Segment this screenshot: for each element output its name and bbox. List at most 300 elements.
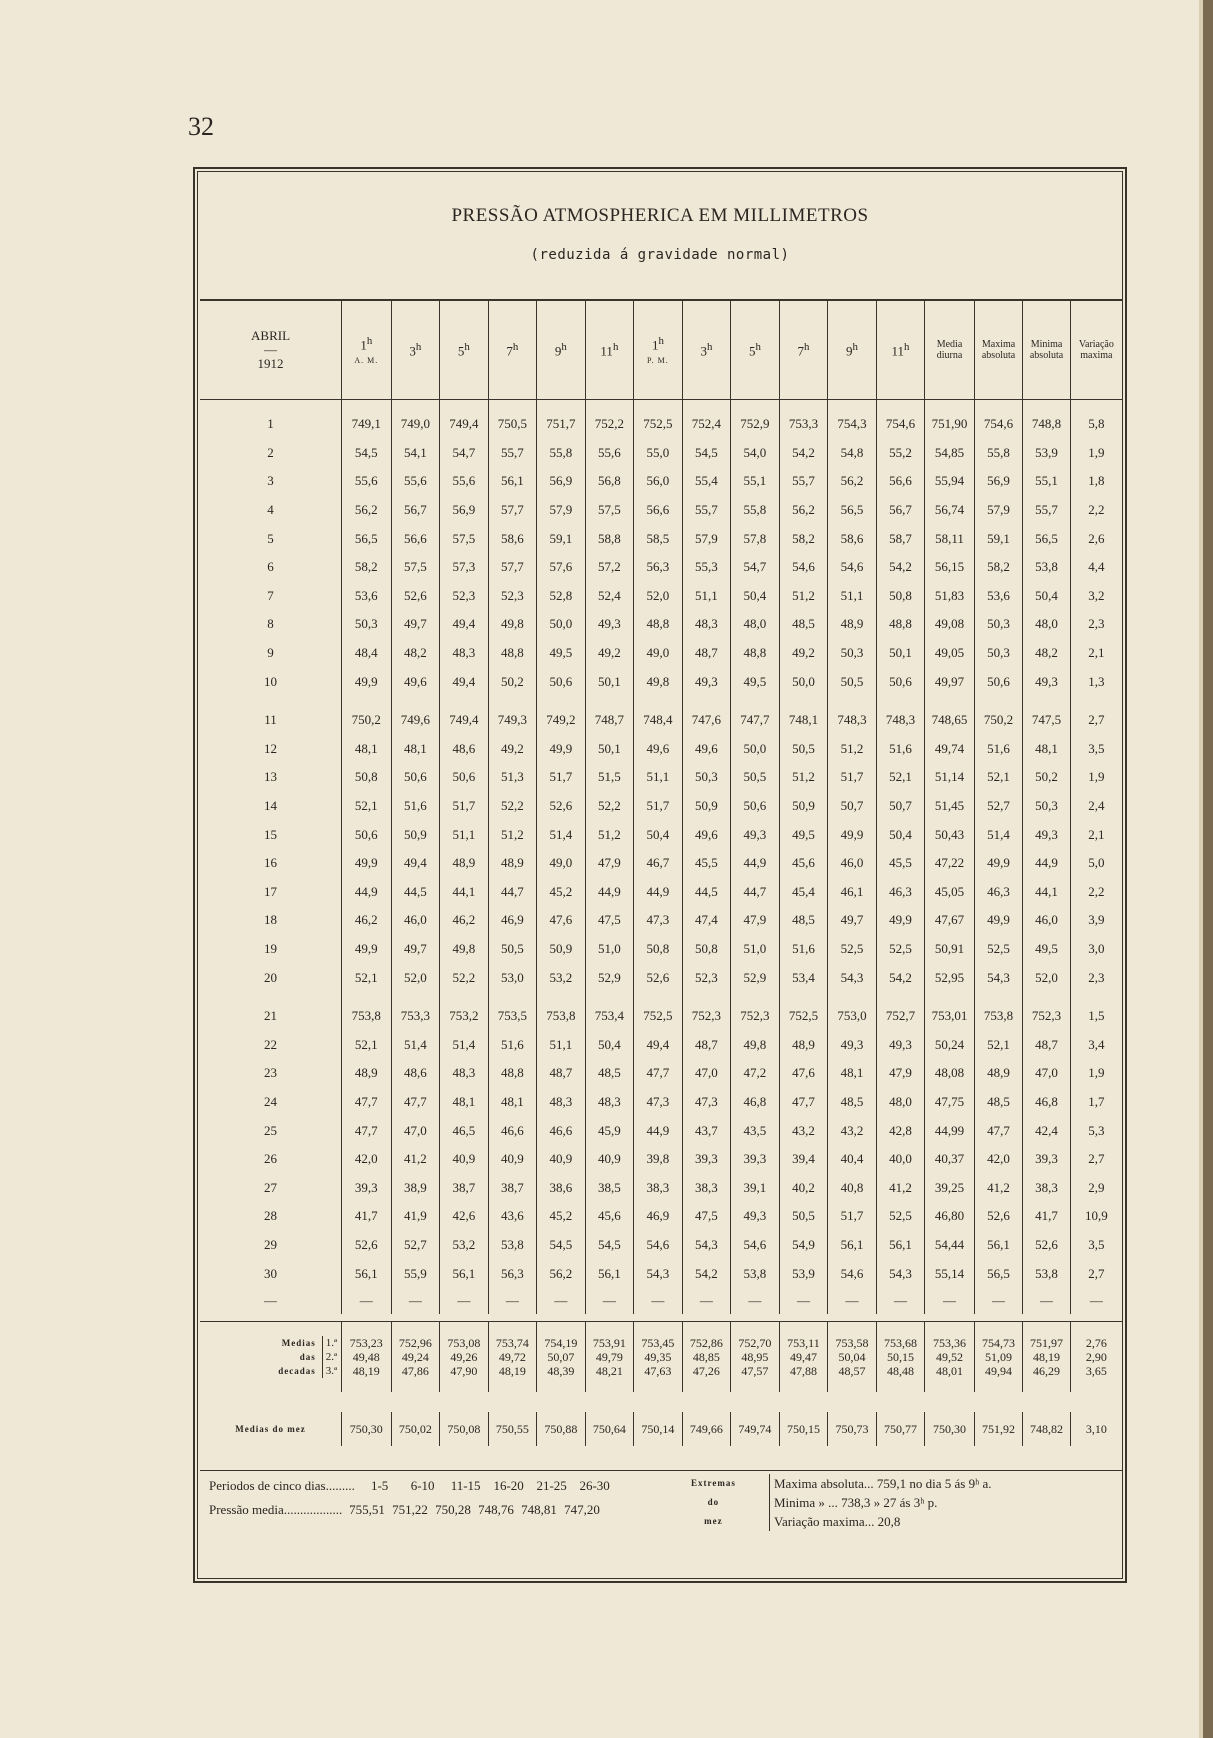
value-cell: 55,8 [974,439,1023,468]
value-cell: 38,5 [585,1173,634,1202]
value-cell: 48,8 [634,610,683,639]
table-row [200,735,1122,764]
month-means-row [200,1412,1122,1446]
value-cell: 48,2 [1023,639,1071,668]
value-cell: 54,6 [634,1231,683,1260]
value-cell: 52,0 [634,582,683,611]
day-cell: 10 [264,673,278,689]
value-cell: 49,8 [731,1030,780,1059]
table-row [200,849,1122,878]
decade-mean-value: 752,70 [738,1336,772,1350]
value-cell: 55,8 [731,496,780,525]
decade-means-cell [585,1322,634,1392]
decade-mean-value: 50,07 [547,1350,575,1364]
extremes-label [691,1474,736,1531]
value-cell: 51,2 [779,582,828,611]
value-cell: 48,7 [537,1059,586,1088]
decade-mean-value: 753,23 [349,1336,383,1350]
value-cell: 3,0 [1070,935,1122,964]
value-cell: 56,1 [876,1231,925,1260]
value-cell: 49,5 [1023,935,1071,964]
value-cell: 46,6 [488,1116,537,1145]
value-cell: 750,2 [342,706,392,735]
value-cell: 46,8 [731,1088,780,1117]
value-cell: 56,3 [488,1259,537,1288]
value-cell: 55,6 [342,467,392,496]
decade-ordinal-1: 1.ª [325,1337,338,1349]
day-cell: 21 [264,1008,278,1024]
summary-table [200,1322,1122,1446]
value-cell: 38,6 [537,1173,586,1202]
month-mean-cell: 750,02 [391,1412,440,1446]
value-cell: 48,0 [731,610,780,639]
period-pressure: 750,28 [435,1502,471,1517]
value-cell: 57,7 [488,496,537,525]
month-mean-cell: 750,30 [925,1412,975,1446]
value-cell: 4,4 [1070,553,1122,582]
hour-label: 1 [360,337,367,353]
value-cell: 44,5 [682,878,731,907]
table-row [200,706,1122,735]
decade-means-cell [974,1322,1023,1392]
value-cell: 46,8 [1023,1088,1071,1117]
value-cell: 54,2 [876,553,925,582]
value-cell: 49,7 [391,610,440,639]
decade-mean-value: 50,15 [886,1350,914,1364]
value-cell: 55,8 [537,439,586,468]
value-cell: 748,3 [876,706,925,735]
decade-mean-value: 47,90 [450,1364,478,1378]
table-row [200,1173,1122,1202]
value-cell: 55,6 [440,467,489,496]
month-dash: — [264,342,278,357]
value-cell: 50,6 [731,792,780,821]
value-cell: 749,4 [440,410,489,439]
value-cell: 10,9 [1070,1202,1122,1231]
value-cell: 44,9 [342,878,392,907]
value-cell: 54,3 [828,963,877,992]
value-cell: 2,1 [1070,820,1122,849]
value-cell: 47,2 [731,1059,780,1088]
value-cell: 1,7 [1070,1088,1122,1117]
table-row [200,820,1122,849]
value-cell: 51,7 [634,792,683,821]
period-pressure: 751,22 [392,1502,428,1517]
decade-means-cell [682,1322,731,1392]
value-cell: 54,6 [828,1259,877,1288]
value-cell: 44,7 [731,878,780,907]
value-cell: 46,2 [440,906,489,935]
value-cell: 49,5 [779,820,828,849]
value-cell: 44,9 [634,878,683,907]
value-cell: 748,7 [585,706,634,735]
period-range: 21-25 [536,1478,567,1493]
value-cell: 54,5 [682,439,731,468]
value-cell: 50,91 [925,935,975,964]
value-cell: 50,8 [634,935,683,964]
value-cell: 49,8 [634,667,683,696]
value-cell: 2,2 [1070,878,1122,907]
value-cell: 48,1 [391,735,440,764]
decade-mean-value: 49,72 [498,1350,526,1364]
period-pressure: 755,51 [349,1502,385,1517]
value-cell: 56,15 [925,553,975,582]
value-cell: 5,0 [1070,849,1122,878]
value-cell: 51,6 [488,1030,537,1059]
value-cell: 44,7 [488,878,537,907]
value-cell: 747,5 [1023,706,1071,735]
dash-cell: — [342,1288,392,1314]
value-cell: 48,8 [488,639,537,668]
value-cell: 751,90 [925,410,975,439]
value-cell: 55,1 [1023,467,1071,496]
value-cell: 54,3 [634,1259,683,1288]
value-cell: 47,5 [682,1202,731,1231]
day-cell: 7 [267,587,274,603]
dash-cell: — [731,1288,780,1314]
value-cell: 752,3 [1023,1002,1071,1031]
decade-mean-value: 48,48 [886,1364,914,1378]
value-cell: 52,1 [342,792,392,821]
day-cell: 12 [264,740,278,756]
dash-cell: — [634,1288,683,1314]
value-cell: 48,6 [391,1059,440,1088]
value-cell: 49,6 [391,667,440,696]
value-cell: 51,6 [779,935,828,964]
value-cell: 50,6 [974,667,1023,696]
hour-suffix: h [512,340,519,353]
value-cell: 47,6 [537,906,586,935]
value-cell: 46,7 [634,849,683,878]
value-cell: 40,9 [440,1145,489,1174]
value-cell: 40,9 [488,1145,537,1174]
value-cell: 56,7 [876,496,925,525]
value-cell: 56,2 [537,1259,586,1288]
value-cell: 2,7 [1070,1259,1122,1288]
value-cell: 48,5 [779,906,828,935]
hour-header-2 [440,301,489,400]
value-cell: 50,4 [1023,582,1071,611]
value-cell: 51,2 [585,820,634,849]
pressure-table [200,301,1122,1314]
value-cell: 56,9 [440,496,489,525]
day-cell: 30 [264,1265,278,1281]
value-cell: 50,9 [779,792,828,821]
periods-ranges [358,1478,616,1493]
value-cell: 46,2 [342,906,392,935]
value-cell: 50,2 [1023,763,1071,792]
day-cell: 8 [267,616,274,632]
table-row [200,1116,1122,1145]
value-cell: 41,9 [391,1202,440,1231]
value-cell: 51,7 [537,763,586,792]
value-cell: 48,1 [342,735,392,764]
value-cell: 53,8 [1023,553,1071,582]
day-cell: 2 [267,444,274,460]
value-cell: 52,4 [585,582,634,611]
value-cell: 2,7 [1070,706,1122,735]
extremes-label-1: Extremas [691,1478,736,1488]
dash-cell: — [585,1288,634,1314]
value-cell: 44,99 [925,1116,975,1145]
value-cell: 50,1 [585,735,634,764]
value-cell: 56,1 [974,1231,1023,1260]
value-cell: 39,3 [342,1173,392,1202]
decade-mean-value: 753,45 [641,1336,675,1350]
month-mean-cell: 750,77 [876,1412,925,1446]
value-cell: 47,7 [342,1088,392,1117]
decade-means-cell [1023,1322,1071,1392]
value-cell: 752,3 [731,1002,780,1031]
value-cell: 49,2 [585,639,634,668]
table-row [200,667,1122,696]
value-cell: 50,6 [391,763,440,792]
decade-mean-value: 752,86 [689,1336,723,1350]
minima-absoluta-header: Minima absoluta [1023,301,1071,400]
value-cell: 54,44 [925,1231,975,1260]
value-cell: 51,14 [925,763,975,792]
value-cell: 56,7 [391,496,440,525]
month-mean-cell: 750,64 [585,1412,634,1446]
value-cell: 52,3 [682,963,731,992]
value-cell: 49,7 [391,935,440,964]
value-cell: 49,3 [682,667,731,696]
value-cell: 44,1 [1023,878,1071,907]
value-cell: 2,2 [1070,496,1122,525]
pressure-table-wrap [200,299,1122,1321]
dash-cell: — [1070,1288,1122,1314]
value-cell: 50,7 [828,792,877,821]
value-cell: 47,0 [682,1059,731,1088]
value-cell: 38,7 [488,1173,537,1202]
value-cell: 752,4 [682,410,731,439]
table-row [200,1231,1122,1260]
decade-mean-value: 48,19 [498,1364,526,1378]
dash-cell: — [537,1288,586,1314]
value-cell: 55,2 [876,439,925,468]
value-cell: 50,8 [342,763,392,792]
decade-mean-value: 49,26 [450,1350,478,1364]
value-cell: 59,1 [974,524,1023,553]
hour-suffix: h [366,335,373,348]
value-cell: 50,0 [779,667,828,696]
table-row [200,496,1122,525]
day-cell: 15 [264,826,278,842]
day-cell: 6 [267,559,274,575]
value-cell: 51,6 [876,735,925,764]
value-cell: 47,75 [925,1088,975,1117]
day-cell: 9 [267,645,274,661]
decade-means-cell [342,1322,392,1392]
value-cell: 44,5 [391,878,440,907]
value-cell: 51,5 [585,763,634,792]
value-cell: 49,3 [1023,820,1071,849]
hour-header-7 [682,301,731,400]
value-cell: 39,25 [925,1173,975,1202]
table-row [200,467,1122,496]
decade-mean-value: 754,73 [982,1336,1016,1350]
value-cell: 49,9 [876,906,925,935]
dash-cell: — [682,1288,731,1314]
value-cell: 40,0 [876,1145,925,1174]
value-cell: 47,5 [585,906,634,935]
value-cell: 50,3 [342,610,392,639]
value-cell: 49,4 [391,849,440,878]
page-edge [1203,0,1213,1738]
value-cell: 50,5 [779,735,828,764]
value-cell: 48,9 [974,1059,1023,1088]
value-cell: 51,1 [440,820,489,849]
value-cell: 49,2 [488,735,537,764]
pm-label: P. M. [647,355,669,365]
decade-mean-value: 49,52 [936,1350,963,1364]
value-cell: 48,2 [391,639,440,668]
value-cell: 46,1 [828,878,877,907]
value-cell: 55,7 [488,439,537,468]
value-cell: 44,9 [731,849,780,878]
table-row [200,1059,1122,1088]
value-cell: 39,3 [1023,1145,1071,1174]
value-cell: 49,3 [1023,667,1071,696]
hour-suffix: h [852,340,858,353]
value-cell: 45,4 [779,878,828,907]
decade-mean-value: 753,36 [933,1336,966,1350]
decade-mean-value: 49,24 [401,1350,429,1364]
value-cell: 50,3 [974,639,1023,668]
value-cell: 49,5 [731,667,780,696]
value-cell: 50,3 [974,610,1023,639]
value-cell: 58,11 [925,524,975,553]
value-cell: 45,5 [682,849,731,878]
value-cell: 51,2 [488,820,537,849]
value-cell: 38,3 [1023,1173,1071,1202]
hour-header-3 [488,301,537,400]
value-cell: 52,6 [634,963,683,992]
value-cell: 49,0 [634,639,683,668]
value-cell: 50,4 [634,820,683,849]
value-cell: 47,7 [391,1088,440,1117]
value-cell: 749,0 [391,410,440,439]
day-cell: 14 [264,798,278,814]
value-cell: 56,5 [828,496,877,525]
value-cell: 50,6 [876,667,925,696]
table-row [200,610,1122,639]
value-cell: 40,37 [925,1145,975,1174]
value-cell: 56,5 [974,1259,1023,1288]
value-cell: 46,3 [876,878,925,907]
value-cell: 50,6 [440,763,489,792]
value-cell: 49,7 [828,906,877,935]
value-cell: 49,9 [342,849,392,878]
value-cell: 57,2 [585,553,634,582]
value-cell: 47,0 [1023,1059,1071,1088]
value-cell: 41,2 [391,1145,440,1174]
hour-label: 9 [554,343,562,359]
value-cell: 57,9 [682,524,731,553]
extremes-label-3: mez [704,1516,723,1526]
value-cell: 753,4 [585,1002,634,1031]
header-row [200,301,1122,400]
value-cell: 55,7 [682,496,731,525]
value-cell: 56,6 [876,467,925,496]
value-cell: 56,3 [634,553,683,582]
value-cell: 48,3 [682,610,731,639]
value-cell: 1,9 [1070,763,1122,792]
value-cell: 752,5 [779,1002,828,1031]
decade-mean-value: 47,63 [644,1364,672,1378]
value-cell: 49,5 [537,639,586,668]
value-cell: 50,8 [682,935,731,964]
value-cell: 52,9 [585,963,634,992]
table-row [200,763,1122,792]
month-mean-cell: 751,92 [974,1412,1023,1446]
value-cell: 56,1 [342,1259,392,1288]
value-cell: 2,4 [1070,792,1122,821]
value-cell: 49,4 [634,1030,683,1059]
value-cell: 49,4 [440,610,489,639]
decade-means-cell [1070,1322,1122,1392]
decade-mean-value: 47,88 [789,1364,817,1378]
value-cell: 58,5 [634,524,683,553]
variacao-maxima-header: Variação maxima [1070,301,1122,400]
period-range: 26-30 [579,1478,610,1493]
value-cell: 48,4 [342,639,392,668]
value-cell: 48,9 [440,849,489,878]
value-cell: 50,5 [731,763,780,792]
value-cell: 50,0 [731,735,780,764]
value-cell: 56,1 [488,467,537,496]
value-cell: 48,3 [440,1059,489,1088]
value-cell: 45,6 [585,1202,634,1231]
value-cell: 51,4 [537,820,586,849]
value-cell: 50,9 [537,935,586,964]
table-row [200,906,1122,935]
day-cell: 17 [264,883,278,899]
value-cell: 752,9 [731,410,780,439]
value-cell: 1,3 [1070,667,1122,696]
rows-body [200,400,1122,1314]
month-mean-cell: 750,30 [342,1412,392,1446]
value-cell: 45,6 [779,849,828,878]
hour-header-11 [876,301,925,400]
value-cell: 52,6 [1023,1231,1071,1260]
value-cell: 748,65 [925,706,975,735]
value-cell: 51,1 [634,763,683,792]
decade-means-cell [876,1322,925,1392]
value-cell: 57,9 [537,496,586,525]
dash-cell: — [488,1288,537,1314]
decade-mean-value: 51,09 [985,1350,1013,1364]
value-cell: 52,1 [342,963,392,992]
decade-mean-value: 48,95 [741,1350,769,1364]
value-cell: 56,1 [585,1259,634,1288]
decade-means-cell [779,1322,828,1392]
value-cell: 51,6 [391,792,440,821]
value-cell: 50,24 [925,1030,975,1059]
month-mean-cell: 3,10 [1070,1412,1122,1446]
value-cell: 50,4 [876,820,925,849]
value-cell: 41,2 [876,1173,925,1202]
value-cell: 43,5 [731,1116,780,1145]
value-cell: 57,5 [440,524,489,553]
value-cell: 56,1 [828,1231,877,1260]
value-cell: 48,7 [682,639,731,668]
decade-mean-value: 47,26 [692,1364,720,1378]
page-subtitle: (reduzida á gravidade normal) [530,247,790,263]
dash-cell: — [1023,1288,1071,1314]
hour-suffix: h [561,340,567,353]
decade-mean-value: 753,11 [787,1336,820,1350]
